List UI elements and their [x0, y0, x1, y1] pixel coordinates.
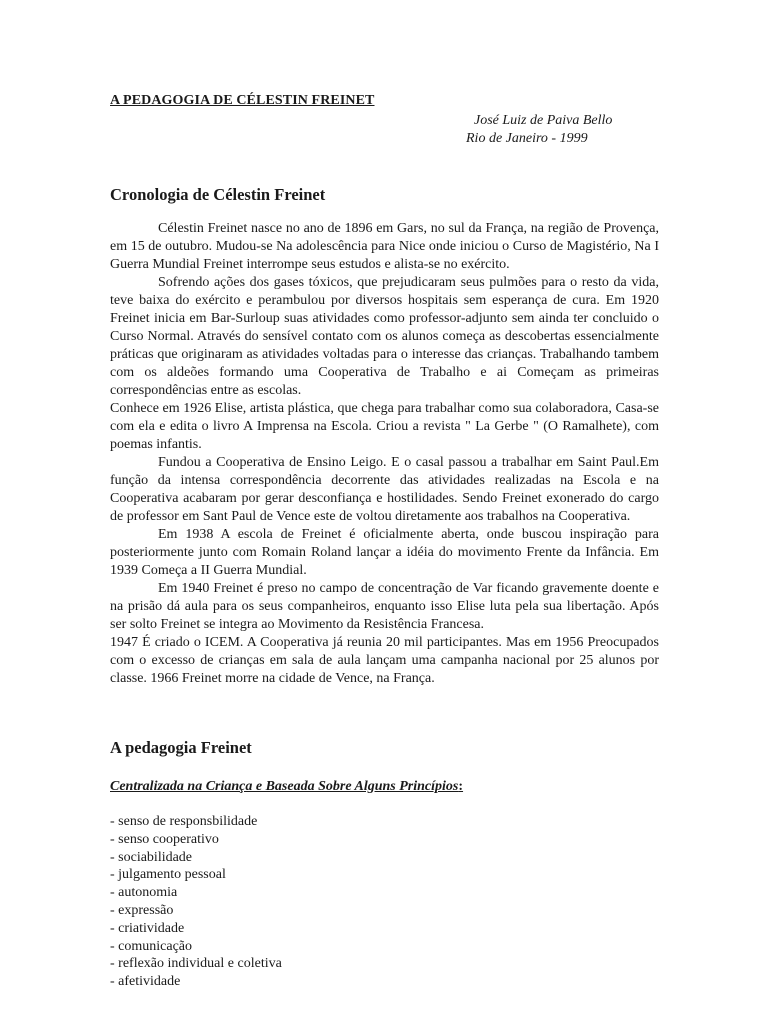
list-item: - senso de responsbilidade [110, 814, 258, 829]
place-date: Rio de Janeiro - 1999 [466, 131, 588, 146]
list-item: - sociabilidade [110, 849, 193, 865]
chronology-paragraph: Conhece em 1926 Elise, artista plástica, que chega para trabalhar como sua colaboradora, Casa-se com ela e edita o livro A Imprensa na Escola. Criou a revista " La Gerbe " (O Ramalhete), com poemas infantis. [110, 401, 659, 452]
list-item: - comunicação [110, 938, 193, 954]
list-item: - senso cooperativo [110, 831, 219, 847]
principles-subheading-colon: : [458, 779, 464, 794]
document-page [110, 92, 659, 990]
chronology-paragraph: 1947 É criado o ICEM. A Cooperativa já reunia 20 mil participantes. Mas em 1956 Preocupados com o excesso de crianças em sala de aula lançam uma campanha nacional por 25 alunos por classe. 1966 Freinet morre na cidade de Vence, na França. [110, 635, 659, 686]
principles-list [110, 813, 282, 991]
chronology-paragraph: Em 1940 Freinet é preso no campo de concentração de Var ficando gravemente doente e na prisão dá aula para os seus companheiros, enquanto isso Elise luta pela sua libertação. Após ser solto Freinet se integra ao Movimento da Resistência Francesa. [110, 581, 659, 632]
document-title: A PEDAGOGIA DE CÉLESTIN FREINET [110, 93, 375, 108]
list-item: - afetividade [110, 974, 181, 990]
list-item: - julgamento pessoal [110, 867, 226, 883]
chronology-paragraph: Célestin Freinet nasce no ano de 1896 em Gars, no sul da França, na região de Provença, em 15 de outubro. Mudou-se Na adolescência para Nice onde iniciou o Curso de Magistério, Na I Guerra Mundial Freinet interrompe seus estudos e alista-se no exército. [110, 221, 659, 272]
chronology-body [110, 220, 659, 688]
list-item: - autonomia [110, 885, 178, 901]
list-item: - criatividade [110, 920, 185, 936]
principles-subheading [110, 778, 463, 796]
author-block [466, 112, 613, 148]
list-item: - expressão [110, 902, 174, 918]
chronology-paragraph: Sofrendo ações dos gases tóxicos, que prejudicaram seus pulmões para o resto da vida, teve baixa do exército e perambulou por diversos hospitais sem esperança de cura. Em 1920 Freinet inicia em Bar-Surloup suas atividades como professor-adjunto sem ainda ter concluido o Curso Normal. Através do sensível contato com os alunos começa as descobertas essencialmente práticas que originaram as atividades voltadas para o interesse das crianças. Trabalhando tambem com os aldeões formando uma Cooperativa de Trabalho e ai Começam as primeiras correspondências entre as escolas. [110, 275, 659, 398]
list-item: - reflexão individual e coletiva [110, 956, 282, 972]
pedagogy-heading: A pedagogia Freinet [110, 738, 252, 757]
chronology-paragraph: Fundou a Cooperativa de Ensino Leigo. E o casal passou a trabalhar em Saint Paul.Em função da intensa correspondência decorrente das atividades realizadas na Escola e na Cooperativa acabaram por gerar desconfiança e hostilidades. Sendo Freinet exonerado do cargo de professor em Sant Paul de Vence este de voltou diretamente aos trabalhos na Cooperativa. [110, 455, 659, 524]
chronology-heading: Cronologia de Célestin Freinet [110, 185, 326, 204]
author-name: José Luiz de Paiva Bello [474, 113, 613, 128]
principles-subheading-text: Centralizada na Criança e Baseada Sobre Alguns Princípios [110, 779, 459, 794]
chronology-paragraph: Em 1938 A escola de Freinet é oficialmente aberta, onde buscou inspiração para posteriormente junto com Romain Roland lançar a idéia do movimento Frente da Infância. Em 1939 Começa a II Guerra Mundial. [110, 527, 659, 578]
